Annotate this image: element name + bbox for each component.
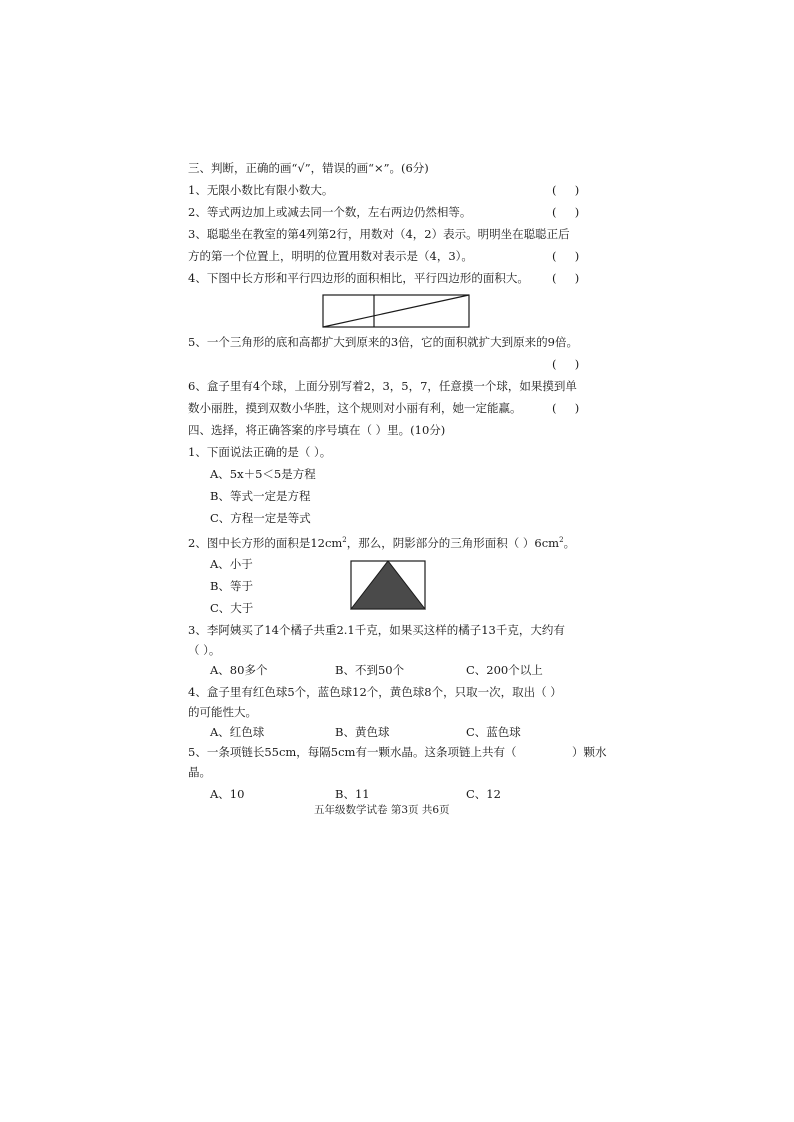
choice-q2-option-b[interactable]: B、等于 xyxy=(210,579,253,593)
choice-q4-line1: 4、盒子里有红色球5个，蓝色球12个，黄色球8个，只取一次，取出（ ） xyxy=(188,685,562,699)
choice-q5-option-a[interactable]: A、10 xyxy=(210,787,245,801)
section4-heading: 四、选择，将正确答案的序号填在（ ）里。(10分) xyxy=(188,423,446,437)
q2-stem-part-a: 2、图中长方形的面积是12cm xyxy=(188,536,343,550)
q2-stem-part-c: 。 xyxy=(563,536,576,550)
shaded-triangle-figure xyxy=(350,560,426,610)
choice-q5-option-c[interactable]: C、12 xyxy=(466,787,501,801)
choice-q4-option-b[interactable]: B、黄色球 xyxy=(335,725,390,739)
judge-item-6-line1: 6、盒子里有4个球，上面分别写着2，3，5，7，任意摸一个球，如果摸到单 xyxy=(188,379,577,393)
judge-item-5: 5、一个三角形的底和高都扩大到原来的3倍，它的面积就扩大到原来的9倍。 xyxy=(188,335,578,349)
choice-q3-line2: （ ）。 xyxy=(188,643,221,657)
choice-q2-stem xyxy=(188,532,575,551)
choice-q1-option-c[interactable]: C、方程一定是等式 xyxy=(210,511,311,525)
answer-paren-5[interactable]: ( ) xyxy=(552,357,580,371)
choice-q3-option-b[interactable]: B、不到50个 xyxy=(335,663,405,677)
choice-q4-line2: 的可能性大。 xyxy=(188,705,257,719)
section3-heading: 三、判断，正确的画“√”，错误的画“×”。(6分) xyxy=(188,161,429,175)
choice-q1-stem: 1、下面说法正确的是（ ）。 xyxy=(188,445,332,459)
judge-item-1: 1、无限小数比有限小数大。 xyxy=(188,183,334,197)
choice-q5-line1a: 5、一条项链长55cm，每隔5cm有一颗水晶。这条项链上共有（ xyxy=(188,745,517,759)
choice-q1-option-b[interactable]: B、等式一定是方程 xyxy=(210,489,311,503)
choice-q4-option-a[interactable]: A、红色球 xyxy=(210,725,265,739)
judge-item-4: 4、下图中长方形和平行四边形的面积相比，平行四边形的面积大。 xyxy=(188,271,529,285)
q2-sup-2: 2 xyxy=(559,536,564,544)
choice-q3-line1: 3、李阿姨买了14个橘子共重2.1千克，如果买这样的橘子13千克，大约有 xyxy=(188,623,565,637)
judge-item-2: 2、等式两边加上或减去同一个数，左右两边仍然相等。 xyxy=(188,205,472,219)
answer-paren-6[interactable]: ( ) xyxy=(552,401,580,415)
answer-paren-3[interactable]: ( ) xyxy=(552,249,580,263)
choice-q5-line1b: ）颗水 xyxy=(572,745,607,759)
rectangle-parallelogram-figure xyxy=(322,294,470,328)
choice-q1-option-a[interactable]: A、5x＋5＜5是方程 xyxy=(210,467,316,481)
choice-q3-option-a[interactable]: A、80多个 xyxy=(210,663,268,677)
judge-item-6-line2: 数小丽胜，摸到双数小华胜，这个规则对小丽有利，她一定能赢。 xyxy=(188,401,522,415)
q2-stem-part-b: ，那么，阴影部分的三角形面积（ ）6cm xyxy=(346,536,560,550)
judge-item-3-line1: 3、聪聪坐在教室的第4列第2行，用数对（4，2）表示。明明坐在聪聪正后 xyxy=(188,227,570,241)
page-footer: 五年级数学试卷 第3页 共6页 xyxy=(314,804,450,816)
choice-q4-option-c[interactable]: C、蓝色球 xyxy=(466,725,521,739)
choice-q5-line2: 晶。 xyxy=(188,765,211,779)
q2-sup-1: 2 xyxy=(342,536,347,544)
parallelogram-diagonal xyxy=(323,295,469,327)
choice-q2-option-a[interactable]: A、小于 xyxy=(210,557,253,571)
answer-paren-4[interactable]: ( ) xyxy=(552,271,580,285)
judge-item-3-line2: 方的第一个位置上，明明的位置用数对表示是（4，3）。 xyxy=(188,249,473,263)
shaded-triangle xyxy=(351,561,425,609)
choice-q2-option-c[interactable]: C、大于 xyxy=(210,601,254,615)
choice-q5-option-b[interactable]: B、11 xyxy=(335,787,370,801)
answer-paren-1[interactable]: ( ) xyxy=(552,183,580,197)
answer-paren-2[interactable]: ( ) xyxy=(552,205,580,219)
choice-q3-option-c[interactable]: C、200个以上 xyxy=(466,663,543,677)
